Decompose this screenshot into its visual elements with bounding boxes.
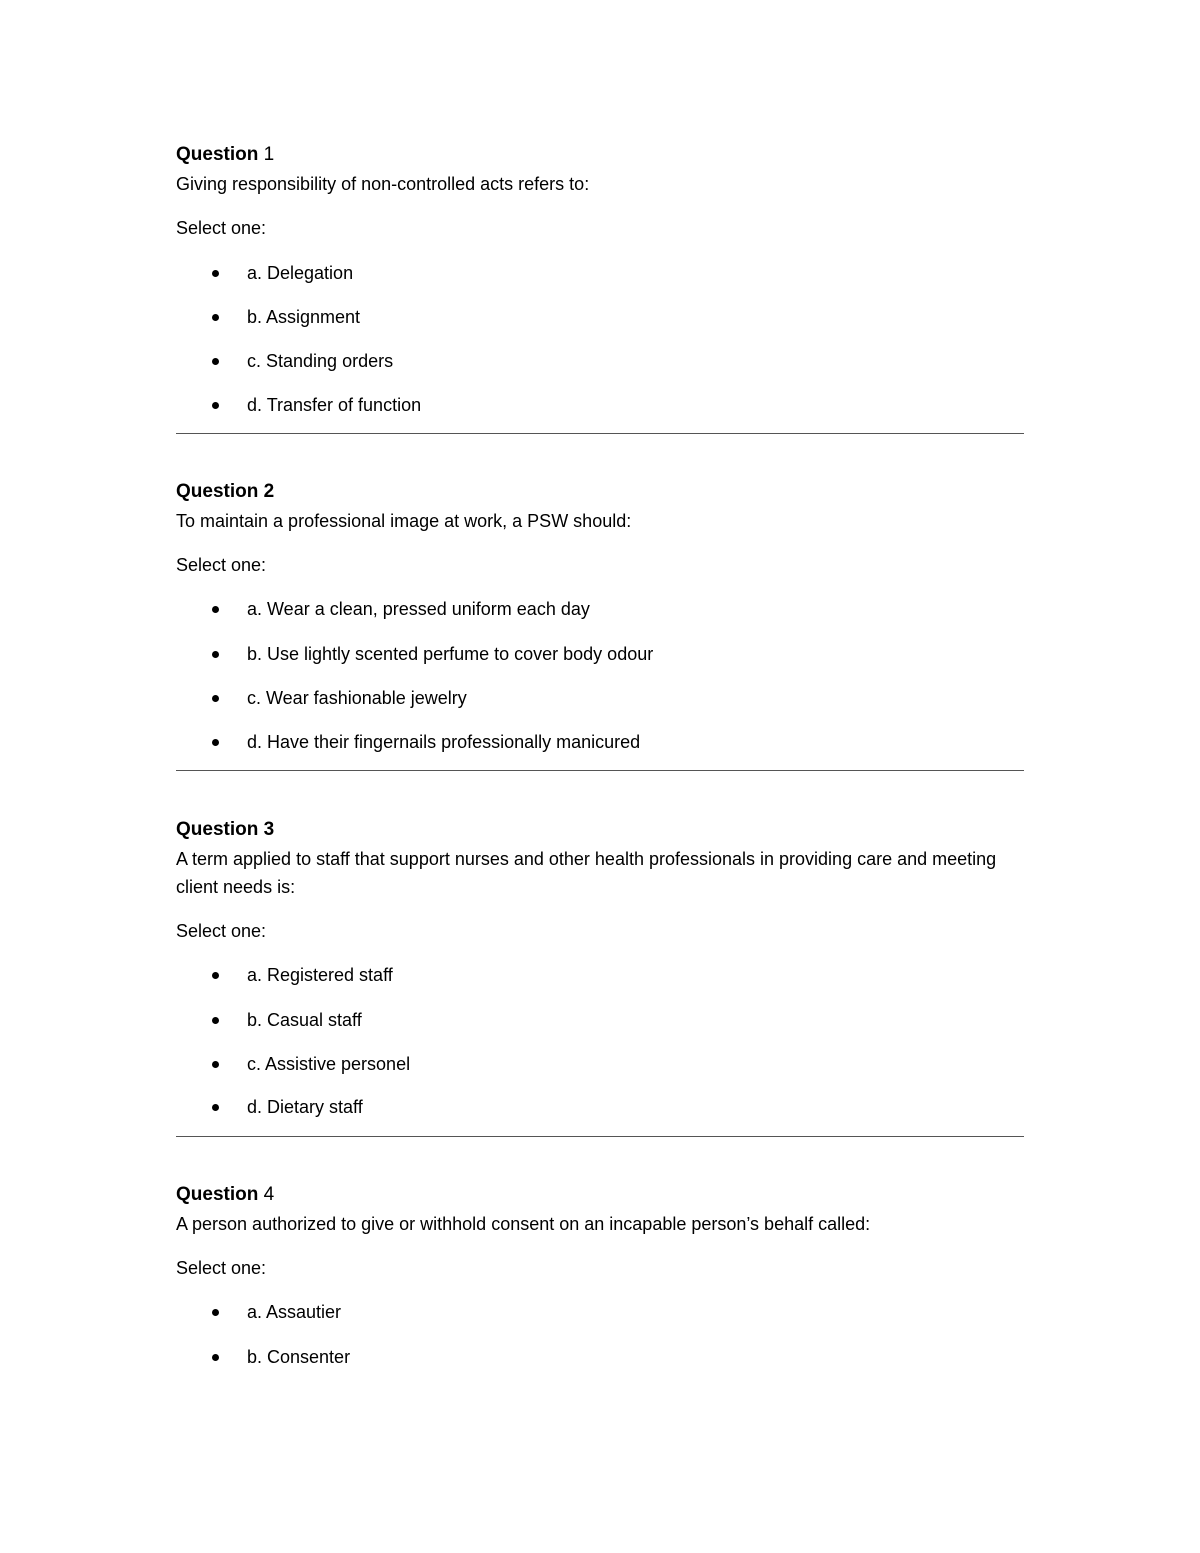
bullet-icon	[212, 739, 219, 746]
bullet-icon	[212, 1104, 219, 1111]
select-one-label: Select one:	[176, 1258, 267, 1278]
question-text: To maintain a professional image at work, a PSW should:	[176, 511, 632, 531]
bullet-icon	[212, 972, 219, 979]
question-label: Question	[176, 819, 259, 840]
divider	[176, 1136, 1024, 1137]
option-text: a. Registered staff	[247, 965, 393, 985]
select-one-label: Select one:	[176, 555, 267, 575]
question-title	[176, 144, 274, 166]
option-text: a. Wear a clean, pressed uniform each day	[247, 599, 590, 619]
question-label: Question	[176, 481, 259, 502]
option-text: b. Use lightly scented perfume to cover body odour	[247, 644, 654, 664]
select-one-label: Select one:	[176, 921, 267, 941]
option-text: c. Standing orders	[247, 351, 394, 371]
select-one-label: Select one:	[176, 218, 267, 238]
question-number: 3	[263, 819, 275, 840]
question-text: A person authorized to give or withhold consent on an incapable person’s behalf called:	[176, 1214, 871, 1234]
bullet-icon	[212, 606, 219, 613]
option-text: a. Delegation	[247, 263, 354, 283]
option-text: b. Consenter	[247, 1347, 351, 1367]
question-title	[176, 819, 274, 841]
bullet-icon	[212, 1017, 219, 1024]
bullet-icon	[212, 402, 219, 409]
question-label: Question	[176, 144, 259, 165]
option-text: d. Transfer of function	[247, 395, 422, 415]
option-text: c. Assistive personel	[247, 1054, 411, 1074]
question-title	[176, 1184, 274, 1206]
divider	[176, 433, 1024, 434]
divider	[176, 770, 1024, 771]
option-text: d. Dietary staff	[247, 1097, 363, 1117]
question-number: 4	[263, 1184, 275, 1205]
question-text: A term applied to staff that support nurses and other health professionals in providing care and meeting client needs is:	[176, 849, 997, 897]
question-number: 2	[263, 481, 275, 502]
option-text: c. Wear fashionable jewelry	[247, 688, 467, 708]
option-text: a. Assautier	[247, 1302, 342, 1322]
bullet-icon	[212, 314, 219, 321]
bullet-icon	[212, 358, 219, 365]
question-label: Question	[176, 1184, 259, 1205]
bullet-icon	[212, 1061, 219, 1068]
bullet-icon	[212, 1309, 219, 1316]
option-text: d. Have their fingernails professionally manicured	[247, 732, 641, 752]
option-text: b. Casual staff	[247, 1010, 362, 1030]
question-text: Giving responsibility of non-controlled acts refers to:	[176, 174, 590, 194]
bullet-icon	[212, 270, 219, 277]
bullet-icon	[212, 651, 219, 658]
question-title	[176, 481, 274, 503]
option-text: b. Assignment	[247, 307, 361, 327]
bullet-icon	[212, 1354, 219, 1361]
question-number: 1	[263, 144, 275, 165]
bullet-icon	[212, 695, 219, 702]
